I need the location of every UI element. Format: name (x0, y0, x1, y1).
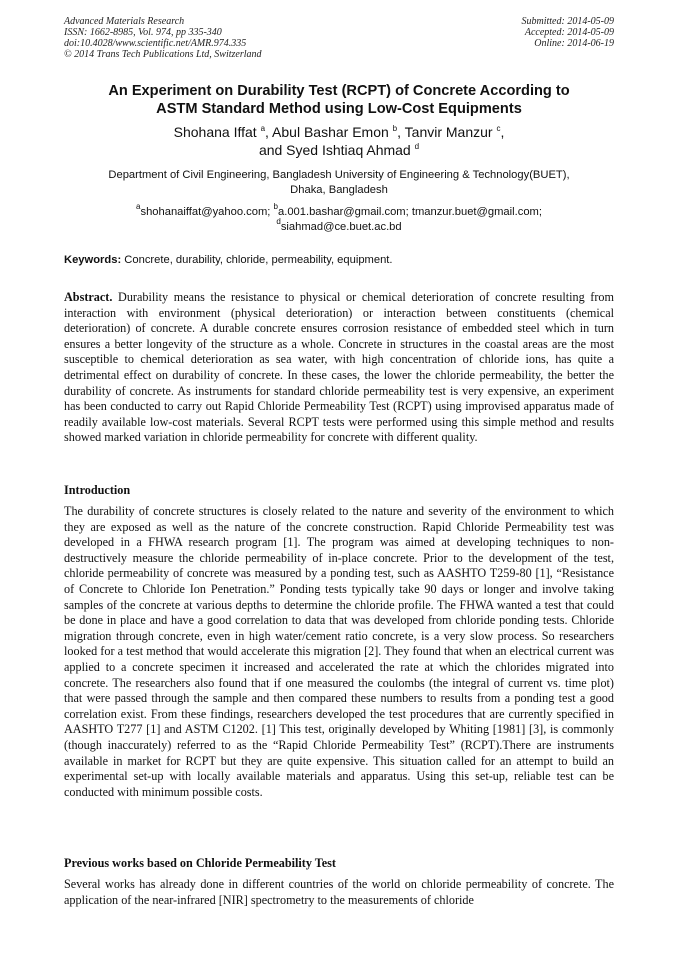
previous-works-text: Several works has already done in different countries of the world on chloride permeability of concrete. The application of the near-infrared [NIR] spectrometry to the measurements of chloride (64, 877, 614, 907)
author-4: and Syed Ishtiaq Ahmad (258, 142, 411, 158)
keywords (64, 253, 614, 267)
email-mark-d: d (276, 217, 281, 226)
emails-line-1 (40, 202, 638, 220)
journal-info (64, 16, 262, 60)
title-line-1: An Experiment on Durability Test (RCPT) of Concrete According to (108, 83, 570, 99)
abstract (64, 290, 614, 446)
email-a: shohanaiffat@yahoo.com; (140, 206, 274, 218)
email-mark-b: b (273, 202, 278, 211)
author-separator: , (500, 124, 505, 140)
author-3-mark: c (496, 124, 501, 133)
email-bc: a.001.bashar@gmail.com; tmanzur.buet@gmail.com; (277, 206, 542, 218)
affiliation-line-2: Dhaka, Bangladesh (290, 184, 388, 196)
email-mark-a: a (136, 202, 141, 211)
issn: ISSN: 1662-8985, Vol. 974, pp 335-340 (64, 27, 222, 38)
publication-dates (522, 16, 615, 49)
emails-line-2 (40, 217, 638, 235)
author-emails (40, 202, 638, 235)
authors-line-2 (40, 141, 638, 159)
accepted-date: Accepted: 2014-05-09 (524, 27, 614, 38)
authors (40, 123, 638, 159)
introduction-text: The durability of concrete structures is closely related to the nature and severity of the environment to which they are exposed as well as the nature of the concrete construction. Rapid Chloride Permeability test was developed in a FHWA research program [1]. The program was aimed at developing techniques to non-destructively measure the chloride permeability of in-place concrete. Prior to the development of the test, chloride permeability of concrete was measured by a ponding test, such as AASHTO T259-80 [1], “Resistance of Concrete to Chloride Ion Penetration.” Ponding tests typically take 90 days or longer and involve taking samples of the concrete at various depths to determine the chloride profile. The FHWA wanted a test that could be done in place and have a good correlation to data that was developed from chloride ponding tests. Chloride migration through concrete, even in high water/cement ratio concrete, is a very slow process. So researchers looked for a test method that would accelerate this migration [2]. They found that when an electrical current was applied to a concrete specimen it increased and accelerated the rate at which the chlorides migrated into concrete. The researchers also found that if one measured the coulombs (the integral of current vs. time plot) that were passed through the sample and then compared these numbers to results from a ponding test a good correlation exist. From these findings, researchers developed the test procedures that are currently specified in AASHTO T277 [1] and ASTM C1202. [1] This test, originally developed by Whiting [1981] [3], is commonly (though inaccurately) referred to as the “Rapid Chloride Permeability Test” (RCPT).There are instruments available in market for RCPT but they are quite expensive. This situation called for an attempt to build an experimental set-up with locally available materials and apparatus. Using this set-up, reliable test can be conducted with minimum possible costs. (64, 504, 614, 799)
keywords-label: Keywords: (64, 254, 122, 266)
previous-works-heading: Previous works based on Chloride Permeability Test (64, 856, 336, 870)
submitted-date: Submitted: 2014-05-09 (521, 16, 614, 27)
introduction-heading: Introduction (64, 483, 131, 497)
affiliation-line-1: Department of Civil Engineering, Bangladesh University of Engineering & Technology(BUET), (108, 169, 570, 181)
author-1: Shohana Iffat (173, 124, 257, 140)
author-2-mark: b (392, 124, 398, 133)
title-line-2: ASTM Standard Method using Low-Cost Equipments (156, 101, 522, 117)
author-4-mark: d (414, 142, 420, 151)
author-1-mark: a (260, 124, 266, 133)
authors-line-1 (40, 123, 638, 141)
title-block (40, 82, 638, 235)
author-separator: , (397, 124, 405, 140)
copyright: © 2014 Trans Tech Publications Ltd, Switzerland (64, 49, 262, 60)
author-separator: , (265, 124, 273, 140)
author-2: Abul Bashar Emon (272, 124, 389, 140)
online-date: Online: 2014-06-19 (534, 38, 614, 49)
doi: doi:10.4028/www.scientific.net/AMR.974.335 (64, 38, 247, 49)
affiliation (40, 168, 638, 198)
abstract-text: Durability means the resistance to physical or chemical deterioration of concrete resulting from interaction with environment (physical deterioration) or interaction between constituents (chemical deterioration) of concrete. A durable concrete ensures corrosion resistance of embedded steel which in turn ensures a better longevity of the structure as a whole. Concrete in structures in the coastal areas are the most susceptible to chemical deterioration as sea water, with high concentration of chloride ions, has quite a detrimental effect on durability of concrete. In these cases, the lower the chloride permeability, the better the durability of concrete. As instruments for standard chloride permeability test is very expensive, an experiment has been conducted to carry out Rapid Chloride Permeability Test (RCPT) using improvised apparatus made of readily available low-cost materials. Several RCPT tests were performed using this simple method and results showed marked variation in chloride permeability for concrete with different quality. (64, 290, 614, 445)
abstract-label: Abstract. (64, 290, 113, 304)
email-d: siahmad@ce.buet.ac.bd (280, 221, 402, 233)
paper-title (40, 82, 638, 118)
author-3: Tanvir Manzur (404, 124, 493, 140)
keywords-text: Concrete, durability, chloride, permeability, equipment. (121, 254, 393, 266)
journal-name: Advanced Materials Research (64, 16, 185, 27)
